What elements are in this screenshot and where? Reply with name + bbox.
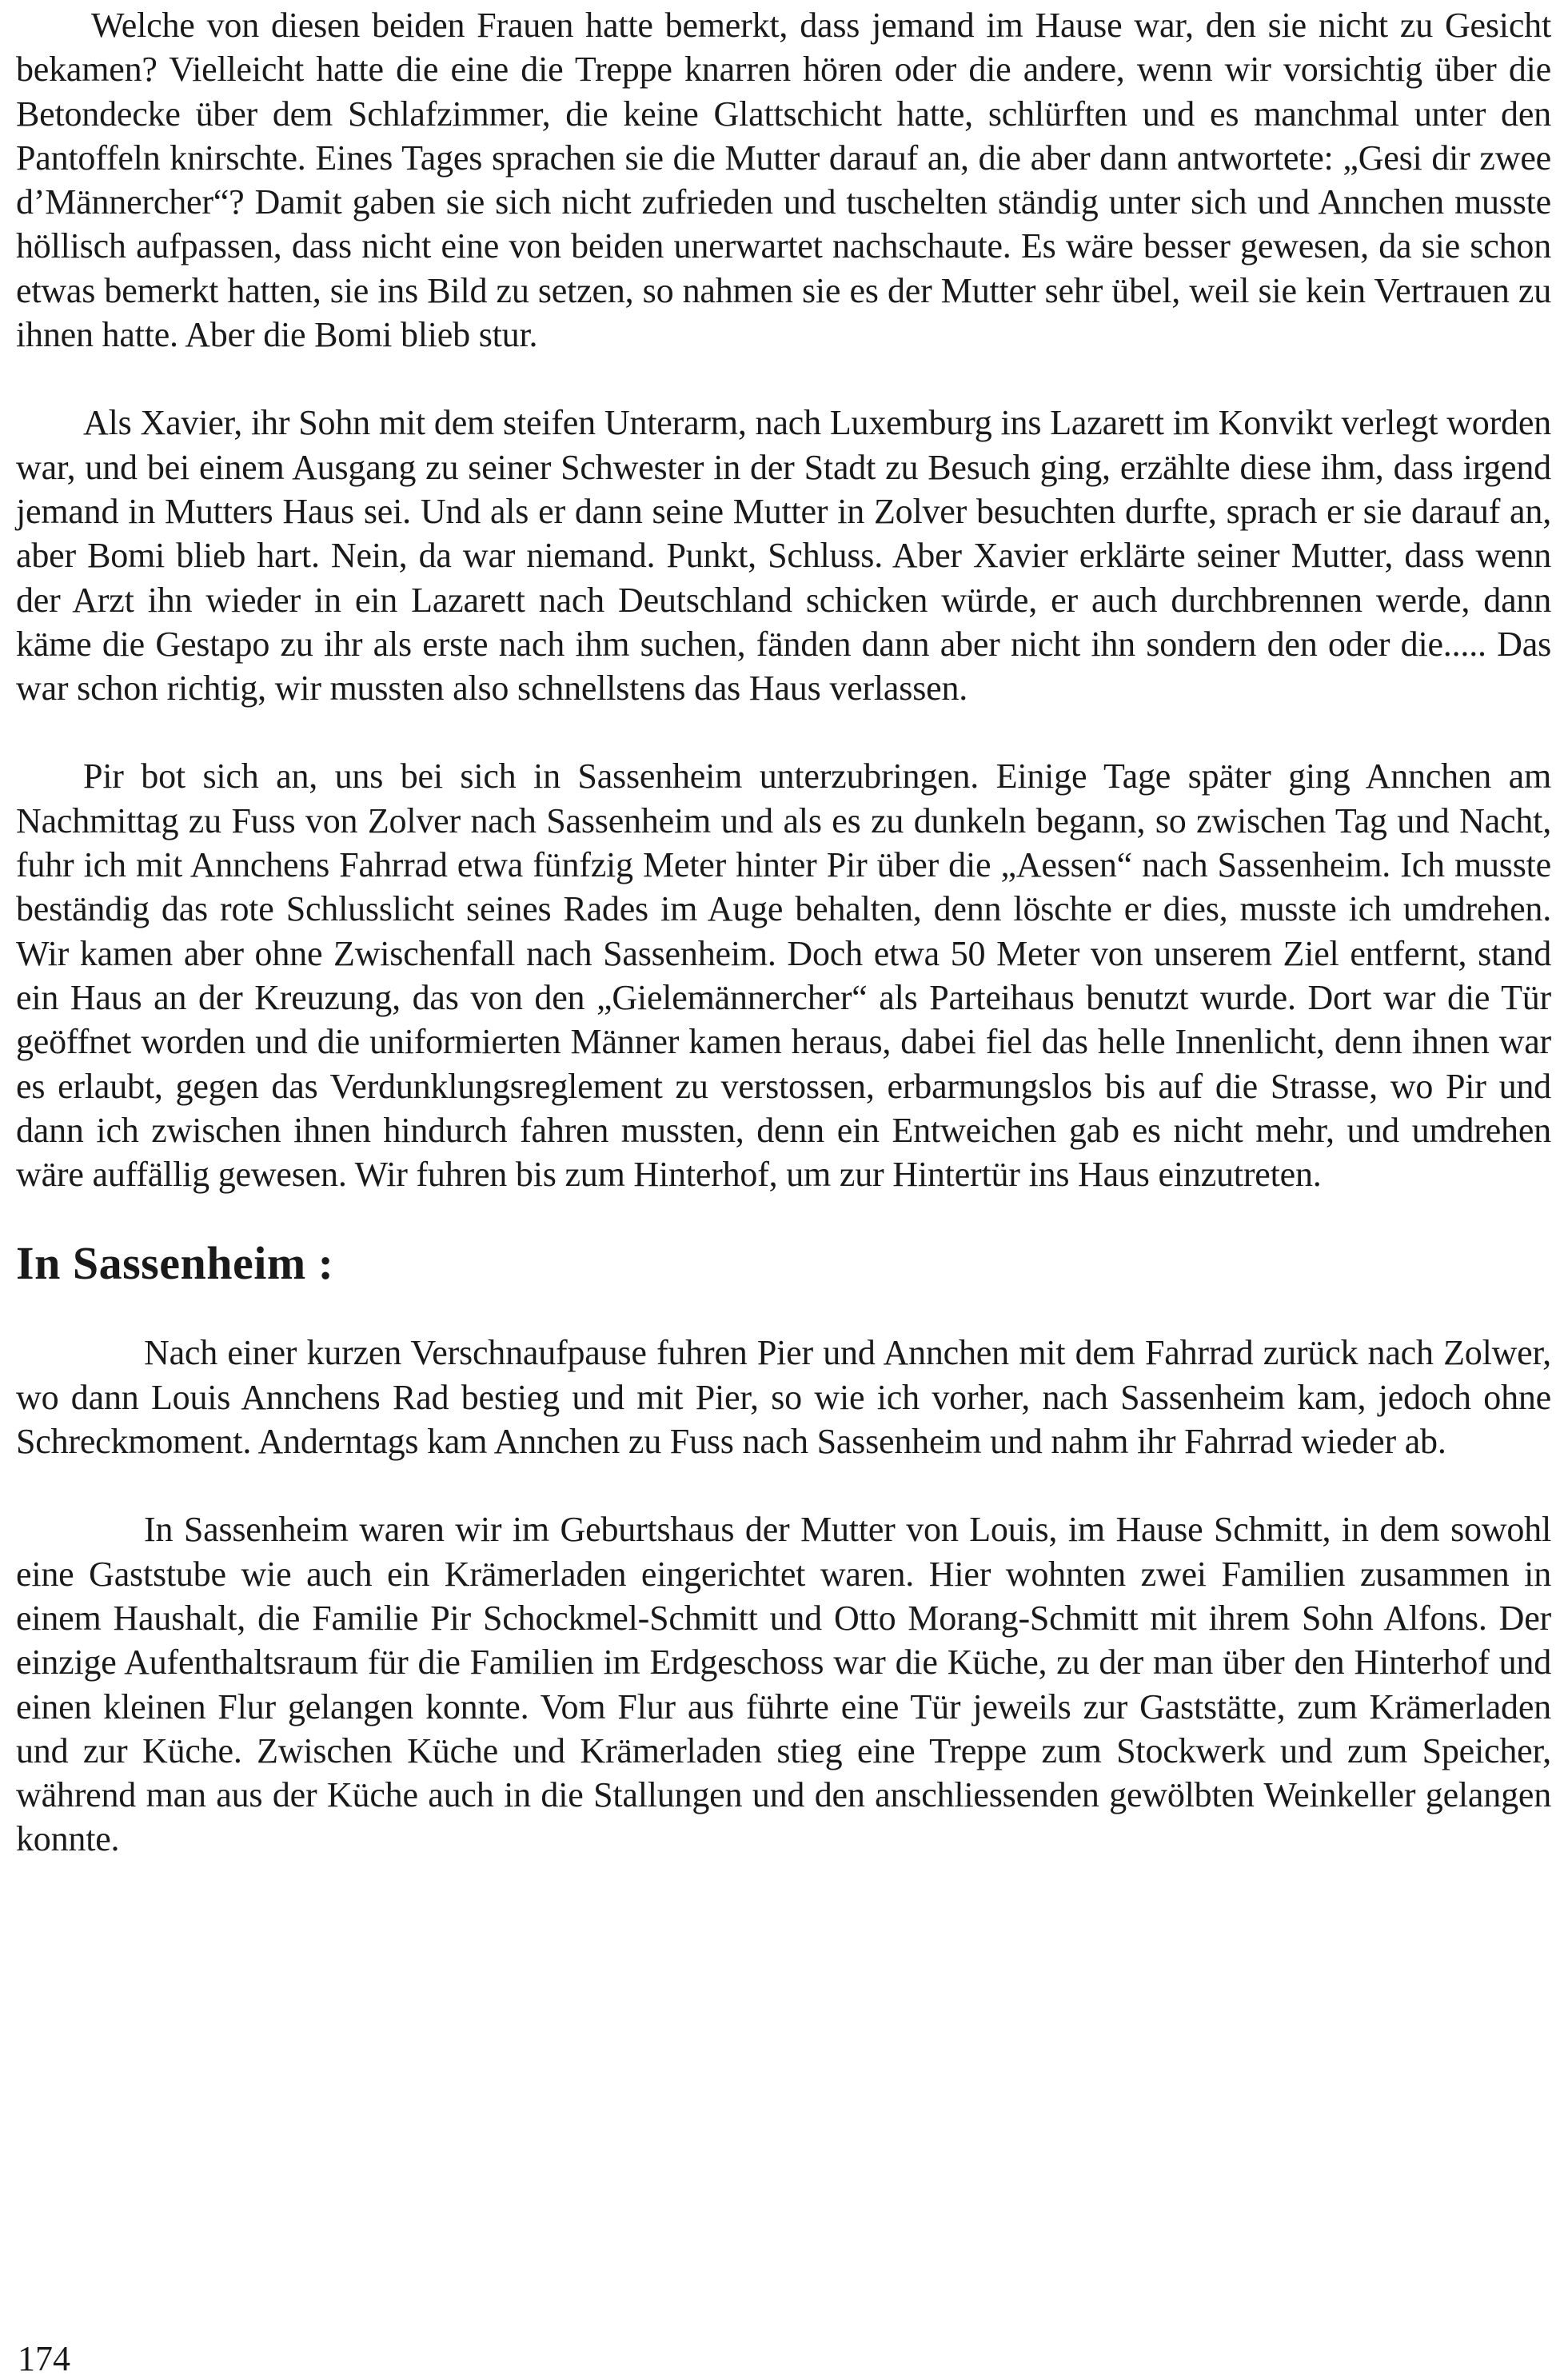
paragraph-pir-offer: Pir bot sich an, uns bei sich in Sassenheim unterzubringen. Einige Tage später ging Annchen am Nachmittag zu Fuss von Zolver nach Sassenheim und als es zu dunkeln begann, so zwischen Tag und Nacht, fuhr ich mit Annchens Fahrrad etwa fünfzig Meter hinter Pir über die „Aessen“ nach Sassenheim. Ich musste beständig das rote Schlusslicht seines Rades im Auge behalten, denn löschte er dies, musste ich umdrehen. Wir kamen aber ohne Zwischenfall nach Sassenheim. Doch etwa 50 Meter von unserem Ziel entfernt, stand ein Haus an der Kreuzung, das von den „Gielemännercher“ als Parteihaus benutzt wurde. Dort war die Tür geöffnet worden und die uniformierten Männer kamen heraus, dabei fiel das helle Innenlicht, denn ihnen war es erlaubt, gegen das Verdunklungsreglement zu verstossen, erbarmungslos bis auf die Strasse, wo Pir und dann ich zwischen ihnen hindurch fahren mussten, denn ein Entweichen gab es nicht mehr, und umdrehen wäre auffällig gewesen. Wir fuhren bis zum Hinterhof, um zur Hintertür ins Haus einzutreten.	[16, 756, 1551, 1195]
page-number: 174	[18, 2339, 70, 2378]
paragraph-xavier: Als Xavier, ihr Sohn mit dem steifen Unterarm, nach Luxemburg ins Lazarett im Konvikt verlegt worden war, und bei einem Ausgang zu seiner Schwester in der Stadt zu Besuch ging, erzählte diese ihm, dass irgend jemand in Mutters Haus sei. Und als er dann seine Mutter in Zolver besuchten durfte, sprach er sie darauf an, aber Bomi blieb hart. Nein, da war niemand. Punkt, Schluss. Aber Xavier erklärte seiner Mutter, dass wenn der Arzt ihn wieder in ein Lazarett nach Deutschland schicken würde, er auch durchbrennen werde, dann käme die Gestapo zu ihr als erste nach ihm suchen, fänden dann aber nicht ihn sondern den oder die..... Das war schon richtig, wir mussten also schnellstens das Haus verlassen.	[16, 403, 1551, 709]
paragraph-women-noticed: Welche von diesen beiden Frauen hatte bemerkt, dass jemand im Hause war, den sie nicht zu Gesicht bekamen? Vielleicht hatte die eine die Treppe knarren hören oder die andere, wenn wir vorsichtig über die Betondecke über dem Schlafzimmer, die keine Glattschicht hatte, schlürften und es manchmal unter den Pantoffeln knirschte. Eines Tages sprachen sie die Mutter darauf an, die aber dann antwortete: „Gesi dir zwee d’Männercher“? Damit gaben sie sich nicht zufrieden und tuschelten ständig unter sich und Annchen musste höllisch aufpassen, dass nicht eine von beiden unerwartet nachschaute. Es wäre besser gewesen, da sie schon etwas bemerkt hatten, sie ins Bild zu setzen, so nahmen sie es der Mutter sehr übel, weil sie kein Vertrauen zu ihnen hatte. Aber die Bomi blieb stur.	[16, 6, 1551, 355]
document-page	[16, 3, 1551, 1862]
paragraph-house-schmitt: In Sassenheim waren wir im Geburtshaus der Mutter von Louis, im Hause Schmitt, in dem sowohl eine Gaststube wie auch ein Krämerladen eingerichtet waren. Hier wohnten zwei Familien zusammen in einem Haushalt, die Familie Pir Schockmel-Schmitt und Otto Morang-Schmitt mit ihrem Sohn Alfons. Der einzige Aufenthaltsraum für die Familien im Erdgeschoss war die Küche, zu der man über den Hinterhof und einen kleinen Flur gelangen konnte. Vom Flur aus führte eine Tür jeweils zur Gaststätte, zum Krämerladen und zur Küche. Zwischen Küche und Krämerladen stieg eine Treppe zum Stockwerk und zum Speicher, während man aus der Küche auch in die Stallungen und den anschliessenden gewölbten Weinkeller gelangen konnte.	[16, 1510, 1551, 1859]
section-heading: In Sassenheim :	[16, 1237, 334, 1290]
paragraph-return-bike: Nach einer kurzen Verschnaufpause fuhren Pier und Annchen mit dem Fahrrad zurück nach Zolwer, wo dann Louis Annchens Rad bestieg und mit Pier, so wie ich vorher, nach Sassenheim kam, jedoch ohne Schreckmoment. Anderntags kam Annchen zu Fuss nach Sassenheim und nahm ihr Fahrrad wieder ab.	[16, 1333, 1551, 1462]
